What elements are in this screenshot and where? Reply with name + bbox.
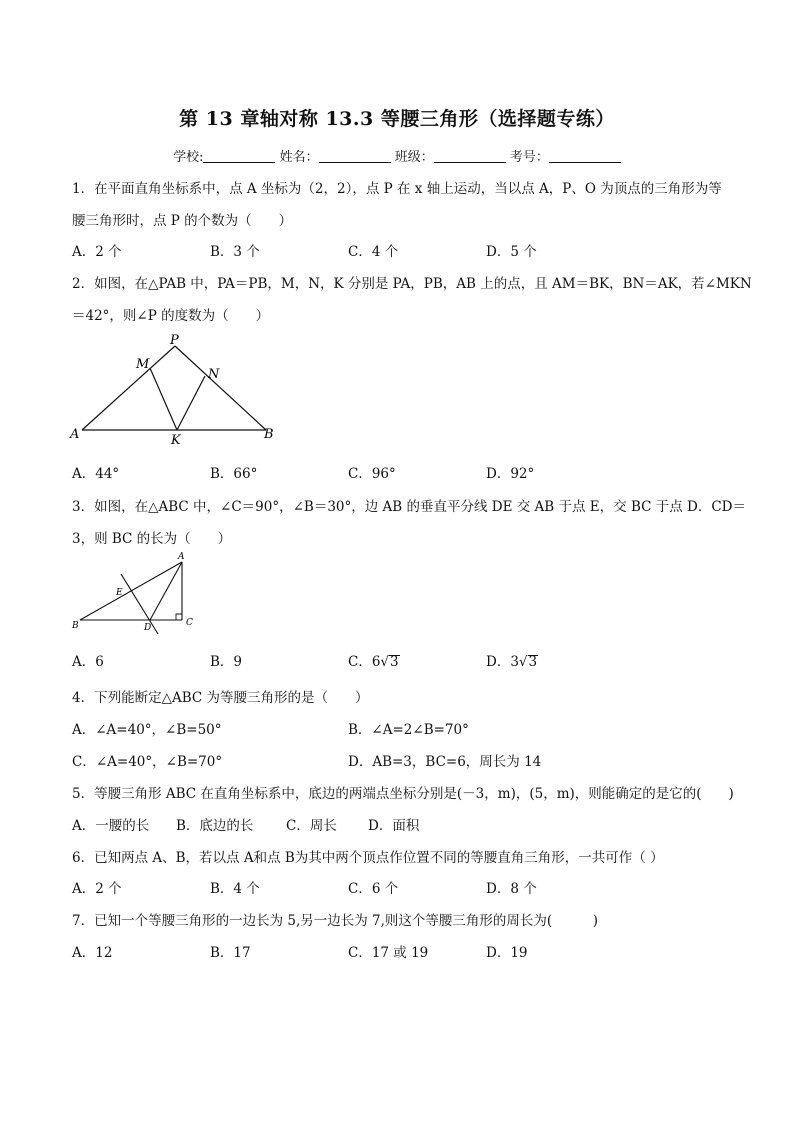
q4-option-c[interactable]: C．∠A=40°，∠B=70°: [72, 754, 223, 770]
q3-label-d: D: [144, 623, 152, 633]
name-blank[interactable]: [319, 150, 391, 163]
q7-option-b[interactable]: B．17: [210, 945, 251, 961]
q5-option-a[interactable]: A．一腰的长: [72, 818, 150, 834]
q3-triangle-figure: [66, 550, 206, 640]
q3-option-d[interactable]: [486, 650, 538, 670]
q3-label-c: C: [186, 618, 193, 628]
q6-option-c[interactable]: C．6 个: [348, 881, 399, 897]
q5-option-c[interactable]: C．周长: [286, 818, 337, 834]
q6-option-a[interactable]: A．2 个: [72, 881, 122, 897]
class-blank[interactable]: [434, 150, 506, 163]
q2-label-n: N: [208, 367, 220, 382]
q4-option-b[interactable]: B．∠A=2∠B=70°: [348, 722, 469, 738]
sqrt-radical-icon: √: [380, 654, 390, 670]
q6-option-d[interactable]: D．8 个: [486, 881, 537, 897]
q3-stem-line1: 3．如图，在△ABC 中，∠C＝90°，∠B＝30°，边 AB 的垂直平分线 DE 交 AB 于点 E，交 BC 于点 D．CD＝: [72, 499, 747, 515]
q6-stem: 6．已知两点 A、B，若以点 A和点 B为其中两个顶点作位置不同的等腰直角三角形，一共可作（ ）: [72, 850, 664, 866]
q1-option-d[interactable]: D．5 个: [486, 244, 537, 260]
q7-stem: 7．已知一个等腰三角形的一边长为 5,另一边长为 7,则这个等腰三角形的周长为( ): [72, 913, 598, 929]
sqrt-radical-icon: √: [518, 654, 528, 670]
q4-option-d[interactable]: D．AB=3，BC=6，周长为 14: [348, 754, 542, 770]
q1-option-c[interactable]: C．4 个: [348, 244, 399, 260]
q5-stem: 5．等腰三角形 ABC 在直角坐标系中，底边的两端点坐标分别是(－3，m)，(5，m)，则能确定的是它的( ): [72, 786, 734, 802]
q7-option-d[interactable]: D．19: [486, 945, 528, 961]
q2-label-p: P: [170, 333, 179, 348]
exam-no-label: 考号：: [509, 150, 549, 165]
q3-option-d-radicand: 3: [528, 654, 538, 670]
page-title: 第 13 章轴对称 13.3 等腰三角形（选择题专练）: [179, 108, 615, 130]
name-label: 姓名：: [279, 150, 319, 165]
q6-option-b[interactable]: B．4 个: [210, 881, 260, 897]
q3-option-c-radicand: 3: [390, 654, 399, 670]
q5-option-d[interactable]: D．面积: [368, 818, 420, 834]
q1-stem-line1: 1．在平面直角坐标系中，点 A 坐标为（2，2），点 P 在 x 轴上运动，当以点 A，P、O 为顶点的三角形为等: [72, 181, 722, 197]
q2-option-b[interactable]: B．66°: [210, 466, 258, 482]
exam-no-blank[interactable]: [549, 150, 621, 163]
q1-stem-line2: 腰三角形时，点 P 的个数为（ ）: [72, 213, 293, 229]
q3-option-c-label: C．6: [348, 654, 381, 670]
q2-label-b: B: [264, 427, 274, 442]
q1-option-b[interactable]: B．3 个: [210, 244, 260, 260]
q2-stem-line2: ＝42°，则∠P 的度数为（ ）: [72, 308, 270, 324]
student-info-row: [0, 146, 794, 165]
q3-option-c[interactable]: [348, 650, 400, 670]
q4-option-a[interactable]: A．∠A=40°，∠B=50°: [72, 722, 222, 738]
q2-stem-line1: 2．如图，在△PAB 中，PA＝PB，M，N，K 分别是 PA，PB，AB 上的点，且 AM＝BK，BN＝AK，若∠MKN: [72, 276, 752, 292]
q1-option-a[interactable]: A．2 个: [72, 244, 122, 260]
q2-label-m: M: [136, 357, 150, 372]
q7-option-c[interactable]: C．17 或 19: [348, 945, 429, 961]
q7-option-a[interactable]: A．12: [72, 945, 113, 961]
q3-option-a[interactable]: A．6: [72, 654, 104, 670]
q3-option-b[interactable]: B．9: [210, 654, 243, 670]
q2-label-a: A: [70, 427, 80, 442]
q3-label-e: E: [116, 588, 123, 598]
q3-label-b: B: [72, 621, 79, 631]
q4-stem: 4．下列能断定△ABC 为等腰三角形的是（ ）: [72, 690, 369, 706]
q2-option-c[interactable]: C．96°: [348, 466, 396, 482]
q2-label-k: K: [171, 433, 181, 448]
school-blank[interactable]: [203, 150, 275, 163]
q2-option-a[interactable]: A．44°: [72, 466, 120, 482]
q3-label-a: A: [178, 552, 185, 562]
school-label: 学校:: [173, 150, 204, 165]
q5-option-b[interactable]: B．底边的长: [176, 818, 254, 834]
q2-triangle-figure: [60, 330, 290, 450]
class-label: 班级：: [394, 150, 434, 165]
q3-option-d-label: D．3: [486, 654, 519, 670]
q2-option-d[interactable]: D．92°: [486, 466, 535, 482]
q3-stem-line2: 3，则 BC 的长为（ ）: [72, 531, 232, 547]
